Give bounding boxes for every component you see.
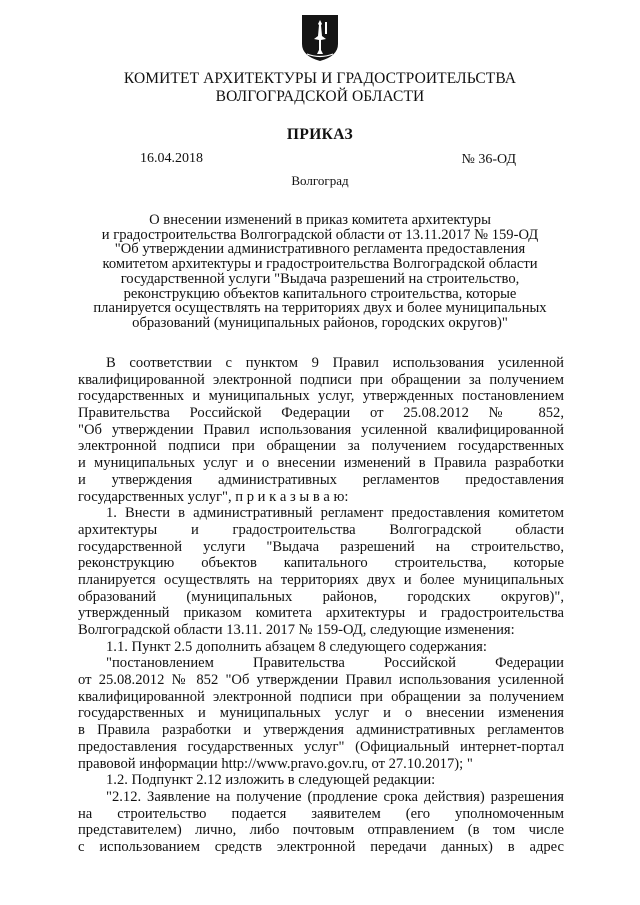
- body-line: в Правила разработки и утверждения административных регламентов: [78, 722, 564, 739]
- body-line: квалифицированной электронной подписи при обращении за получением: [78, 371, 564, 388]
- document-city: Волгоград: [291, 173, 349, 188]
- body-line: архитектуры и градостроительства Волгоградской области: [78, 521, 564, 538]
- body-line: государственной услуги "Выдача разрешений на строительство,: [78, 538, 564, 555]
- organization-line-2: ВОЛГОГРАДСКОЙ ОБЛАСТИ: [215, 88, 425, 105]
- body-line: "постановлением Правительства Российской Федерации: [106, 655, 564, 672]
- body-line: квалифицированной электронной подписи при обращении за получением: [78, 688, 564, 705]
- body-line: правовой информации http://www.pravo.gov.ru, от 27.10.2017); ": [78, 755, 473, 772]
- body-line: Правительства Российской Федерации от 25.08.2012 № 852,: [78, 405, 564, 422]
- body-line: "Об утверждении Правил использования усиленной квалифицированной: [78, 421, 564, 438]
- document-type: ПРИКАЗ: [286, 126, 354, 143]
- document-number: № 36-ОД: [461, 152, 516, 167]
- body-line: В соответствии с пунктом 9 Правил использования усиленной: [106, 355, 564, 371]
- title-line: "Об утверждении административного регламента предоставления: [114, 241, 526, 258]
- body-line: от 25.08.2012 № 852 "Об утверждении Правил использования усиленной: [78, 672, 564, 689]
- body-line: предоставления государственных услуг" (Официальный интернет-портал: [78, 738, 564, 755]
- body-line: утвержденный приказом комитета архитектуры и градостроительства: [78, 605, 564, 622]
- body-line: электронной подписи при обращении за получением государственных: [78, 438, 564, 455]
- title-line: и градостроительства Волгоградской области от 13.11.2017 № 159-ОД: [101, 226, 539, 243]
- document-body: [78, 355, 564, 856]
- body-line: и утверждения административных регламентов предоставления: [78, 471, 564, 488]
- body-line: реконструкцию объектов капитального строительства, которые: [78, 555, 564, 572]
- coat-of-arms-icon: [301, 14, 339, 62]
- body-line: с использованием средств электронной передачи данных) в адрес: [78, 838, 564, 855]
- document-title: [92, 213, 548, 331]
- body-line: образований (муниципальных районов, городских округов)",: [78, 588, 564, 605]
- body-line: "2.12. Заявление на получение (продление срока действия) разрешения: [106, 788, 564, 805]
- body-line: представителем) лично, либо почтовым отправлением (в том числе: [78, 822, 564, 839]
- organization-line-1: КОМИТЕТ АРХИТЕКТУРЫ И ГРАДОСТРОИТЕЛЬСТВА: [123, 70, 517, 87]
- body-line: государственных и муниципальных услуг и о внесении изменения: [78, 705, 564, 722]
- title-line: образований (муниципальных районов, городских округов)": [132, 314, 508, 331]
- body-line: и муниципальных услуг и о внесении изменений в Правила разработки: [78, 455, 564, 472]
- body-line: государственных услуг", п р и к а з ы в а ю:: [78, 488, 349, 505]
- document-date: 16.04.2018: [140, 151, 203, 166]
- title-line: государственной услуги "Выдача разрешений на строительство,: [120, 270, 520, 287]
- body-line: 1.1. Пункт 2.5 дополнить абзацем 8 следующего содержания:: [106, 638, 487, 655]
- body-line: на строительство подается заявителем (его уполномоченным: [78, 805, 564, 822]
- organization-name: [0, 70, 640, 106]
- body-line: Волгоградской области 13.11. 2017 № 159-ОД, следующие изменения:: [78, 622, 515, 638]
- body-line: 1.2. Подпункт 2.12 изложить в следующей редакции:: [106, 772, 436, 789]
- body-line: 1. Внести в административный регламент предоставления комитетом: [106, 505, 564, 522]
- body-line: планируется осуществлять на территориях двух и более муниципальных: [78, 571, 564, 588]
- title-line: реконструкцию объектов капитального строительства, которые: [123, 285, 517, 302]
- title-line: планируется осуществлять на территориях двух и более муниципальных: [93, 300, 547, 317]
- title-line: О внесении изменений в приказ комитета архитектуры: [149, 212, 491, 228]
- title-line: комитетом архитектуры и градостроительства Волгоградской области: [102, 256, 538, 273]
- body-line: государственных и муниципальных услуг, утвержденных постановлением: [78, 388, 564, 405]
